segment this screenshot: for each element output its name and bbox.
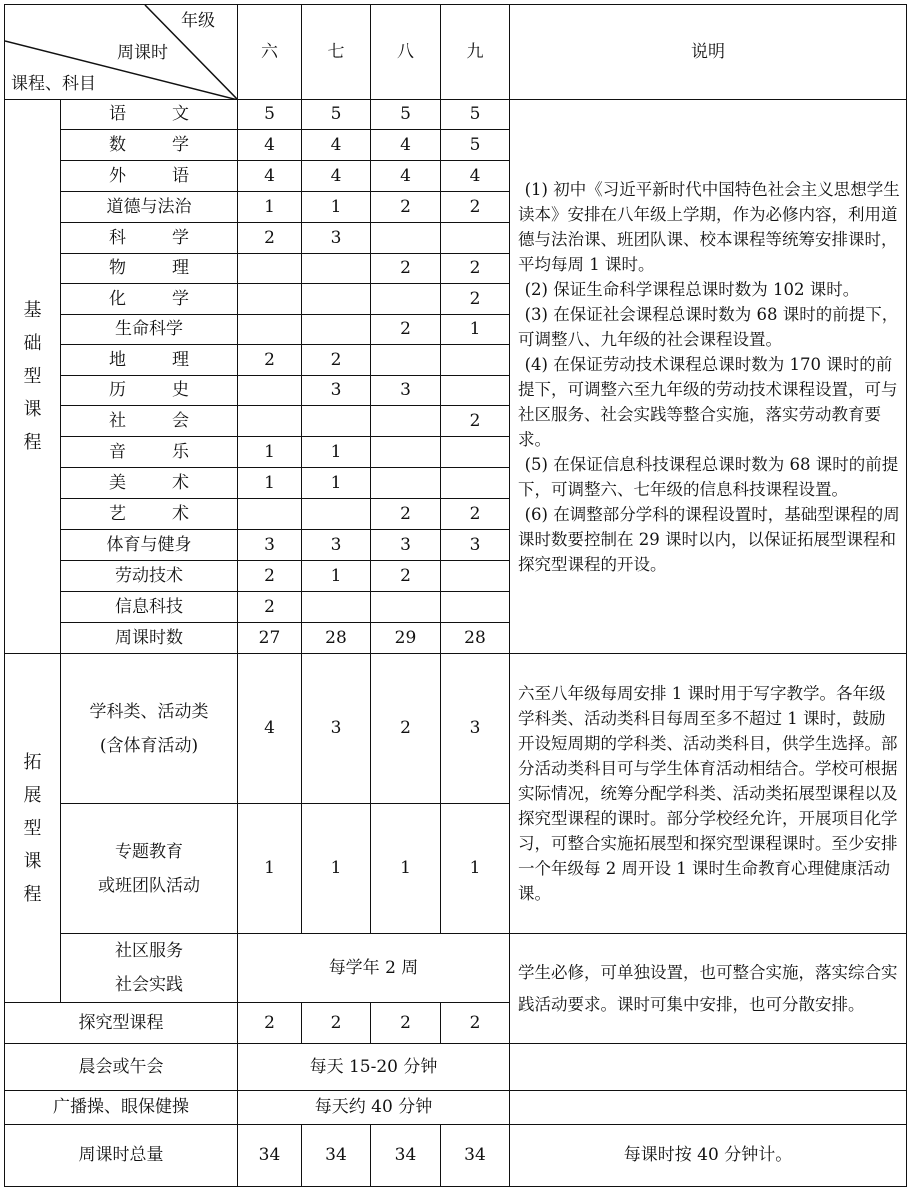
subject-cell (61, 223, 238, 254)
hours-cell (302, 254, 371, 284)
hours-cell: 3 (441, 530, 510, 561)
note-paragraph: (4) 在保证劳动技术课程总课时数为 170 课时的前提下，可调整六至九年级的劳动技术课程设置，可与社区服务、社会实践等整合实施，落实劳动教育要求。 (518, 354, 898, 449)
subject-cell (61, 284, 238, 315)
subject-char: 会 (172, 410, 189, 431)
hours-cell: 2 (371, 561, 441, 592)
hours-cell: 4 (302, 130, 371, 161)
label-char: 程 (23, 432, 42, 453)
subject-cell (61, 592, 238, 623)
subject-cell (61, 623, 238, 654)
hours-cell: 5 (238, 100, 302, 130)
hours-cell: 4 (441, 161, 510, 192)
extended-course-label (5, 654, 61, 1003)
hours-cell: 5 (441, 130, 510, 161)
hours-cell: 1 (302, 437, 371, 468)
hours-cell (371, 284, 441, 315)
curriculum-table (4, 4, 907, 1187)
hours-cell (302, 406, 371, 437)
hours-cell: 1 (302, 804, 371, 934)
hours-cell: 29 (371, 623, 441, 654)
hours-cell (371, 592, 441, 623)
subject-cell (61, 161, 238, 192)
community-notes (510, 934, 907, 1044)
subject-char: 科 (109, 227, 126, 248)
subject-cell (61, 254, 238, 284)
label-char: 型 (23, 366, 42, 387)
total-hours-cell: 34 (302, 1125, 371, 1187)
subject-char: 学 (172, 288, 189, 309)
hours-cell (238, 284, 302, 315)
subject-char: 地 (109, 349, 126, 370)
subject-cell (61, 345, 238, 376)
hours-cell: 2 (302, 1003, 371, 1044)
subject-line: (含体育活动) (99, 735, 199, 756)
subject-char: 术 (172, 503, 189, 524)
extended-subject-cell (61, 804, 238, 934)
hours-cell: 1 (238, 192, 302, 223)
subject-char: 术 (172, 472, 189, 493)
hours-cell: 2 (238, 561, 302, 592)
basic-notes (510, 100, 907, 654)
subject-char: 数 (109, 134, 126, 155)
hours-cell (238, 315, 302, 345)
subject-line: 专题教育 (115, 841, 183, 862)
hours-cell: 5 (441, 100, 510, 130)
hours-cell: 4 (371, 130, 441, 161)
empty-note (510, 1044, 907, 1091)
note-paragraph: (6) 在调整部分学科的课程设置时，基础型课程的周课时数要控制在 29 课时以内，以保证拓展型课程和探究型课程的开设。 (518, 504, 900, 574)
hours-cell: 2 (302, 345, 371, 376)
hours-cell: 27 (238, 623, 302, 654)
subject-char: 美 (109, 472, 126, 493)
hours-cell: 3 (441, 654, 510, 804)
empty-note (510, 1091, 907, 1125)
hours-cell: 3 (238, 530, 302, 561)
hours-cell: 1 (441, 804, 510, 934)
extended-notes (510, 654, 907, 934)
subject-char: 社 (109, 410, 126, 431)
corner-cell (5, 5, 238, 100)
label-char: 基 (23, 300, 42, 321)
label-char: 展 (23, 784, 42, 806)
hours-cell: 1 (371, 804, 441, 934)
hours-cell: 2 (441, 254, 510, 284)
hours-cell: 2 (238, 1003, 302, 1044)
corner-course-label: 课程、科目 (11, 74, 96, 94)
hours-cell (441, 223, 510, 254)
note-paragraph: (3) 在保证社会课程总课时数为 68 课时的前提下，可调整八、九年级的社会课程设置。 (518, 304, 899, 349)
grade-header: 六 (238, 5, 302, 100)
merged-hours-cell: 每学年 2 周 (238, 934, 510, 1003)
hours-cell (441, 437, 510, 468)
subject-name: 劳动技术 (115, 565, 183, 586)
hours-cell (302, 499, 371, 530)
grade-header: 九 (441, 5, 510, 100)
subject-name: 道德与法治 (106, 196, 192, 217)
subject-cell (61, 499, 238, 530)
total-note: 每课时按 40 分钟计。 (510, 1125, 907, 1187)
hours-cell: 5 (302, 100, 371, 130)
hours-cell: 4 (238, 654, 302, 804)
hours-cell: 2 (371, 192, 441, 223)
hours-cell (302, 284, 371, 315)
hours-cell: 2 (238, 592, 302, 623)
note-paragraph: 六至八年级每周安排 1 课时用于写字教学。各年级学科类、活动类科目每周至多不超过 1 课时，鼓励开设短周期的学科类、活动类科目，供学生选择。部分活动类科目可与学生体育活动相结合。学校可根据实际情况，统筹分配学科类、活动类拓展型课程以及探究型课程的课时。部分学校经允许，开展项目化学习，可整合实施拓展型和探究型课程课时。至少安排一个年级每 2 周开设 1 课时生命教育心理健康活动课。 (518, 684, 898, 903)
label-char: 型 (23, 817, 42, 839)
subject-name: 体育与健身 (106, 534, 192, 555)
total-hours-cell: 34 (238, 1125, 302, 1187)
hours-cell (238, 376, 302, 406)
note-paragraph: (1) 初中《习近平新时代中国特色社会主义思想学生读本》安排在八年级上学期，作为必修内容，利用道德与法治课、班团队课、校本课程等统筹安排课时，平均每周 1 课时。 (518, 179, 900, 274)
hours-cell (371, 406, 441, 437)
total-hours-cell: 34 (371, 1125, 441, 1187)
hours-cell (302, 315, 371, 345)
hours-cell: 1 (238, 804, 302, 934)
total-hours-cell: 34 (441, 1125, 510, 1187)
subject-char: 文 (172, 104, 189, 125)
hours-cell (441, 345, 510, 376)
table-row (5, 654, 907, 804)
hours-cell: 3 (302, 223, 371, 254)
corner-hours-label: 周课时 (117, 43, 168, 63)
hours-cell: 3 (371, 376, 441, 406)
subject-cell (61, 437, 238, 468)
hours-cell (238, 254, 302, 284)
table-row (5, 100, 907, 130)
subject-name: 周课时数 (115, 627, 183, 648)
subject-cell (61, 130, 238, 161)
hours-cell: 4 (302, 161, 371, 192)
hours-cell: 28 (441, 623, 510, 654)
hours-cell: 2 (441, 406, 510, 437)
hours-cell: 2 (371, 499, 441, 530)
note-paragraph: 学生必修，可单独设置，也可整合实施，落实综合实践活动要求。课时可集中安排，也可分散安排。 (518, 962, 898, 1014)
subject-char: 化 (109, 288, 126, 309)
hours-cell: 1 (302, 468, 371, 499)
hours-cell: 3 (371, 530, 441, 561)
hours-cell: 2 (371, 254, 441, 284)
subject-cell (61, 561, 238, 592)
hours-cell: 4 (238, 161, 302, 192)
hours-cell (238, 406, 302, 437)
hours-cell: 3 (302, 376, 371, 406)
hours-cell (441, 561, 510, 592)
subject-char: 艺 (109, 503, 126, 524)
grade-header: 八 (371, 5, 441, 100)
corner-grade-label: 年级 (181, 11, 215, 31)
hours-cell: 1 (238, 437, 302, 468)
subject-cell (61, 530, 238, 561)
hours-cell: 2 (441, 284, 510, 315)
subject-char: 学 (172, 134, 189, 155)
hours-cell (441, 468, 510, 499)
hours-cell: 1 (441, 315, 510, 345)
subject-cell (61, 468, 238, 499)
hours-cell: 3 (302, 530, 371, 561)
label-char: 课 (23, 850, 42, 872)
subject-char: 语 (109, 104, 126, 125)
subject-char: 语 (172, 165, 189, 186)
hours-cell: 2 (441, 192, 510, 223)
subject-char: 历 (109, 380, 126, 401)
hours-cell (302, 592, 371, 623)
hours-cell: 2 (441, 1003, 510, 1044)
hours-cell (238, 499, 302, 530)
exercise-label: 广播操、眼保健操 (5, 1091, 238, 1125)
table-row (5, 1044, 907, 1091)
hours-cell (371, 468, 441, 499)
hours-cell: 2 (238, 345, 302, 376)
hours-cell: 2 (371, 654, 441, 804)
header-row (5, 5, 907, 100)
subject-line: 或班团队活动 (98, 875, 200, 896)
subject-name: 信息科技 (115, 596, 183, 617)
merged-hours-cell: 每天约 40 分钟 (238, 1091, 510, 1125)
subject-char: 音 (109, 441, 126, 462)
hours-cell (371, 223, 441, 254)
label-char: 拓 (23, 751, 42, 773)
hours-cell: 1 (238, 468, 302, 499)
extended-subject-cell (61, 934, 238, 1003)
hours-cell: 2 (238, 223, 302, 254)
hours-cell (441, 592, 510, 623)
note-paragraph: (2) 保证生命科学课程总课时数为 102 课时。 (524, 279, 860, 299)
subject-cell (61, 376, 238, 406)
hours-cell: 28 (302, 623, 371, 654)
hours-cell: 1 (302, 561, 371, 592)
note-header: 说明 (510, 5, 907, 100)
hours-cell: 2 (441, 499, 510, 530)
subject-char: 乐 (172, 441, 189, 462)
subject-char: 学 (172, 227, 189, 248)
hours-cell (371, 345, 441, 376)
hours-cell: 2 (371, 315, 441, 345)
label-char: 础 (23, 333, 42, 354)
subject-cell (61, 406, 238, 437)
subject-char: 物 (109, 258, 126, 279)
grade-header: 七 (302, 5, 371, 100)
assembly-label: 晨会或午会 (5, 1044, 238, 1091)
total-label: 周课时总量 (5, 1125, 238, 1187)
hours-cell (371, 437, 441, 468)
subject-char: 外 (109, 165, 126, 186)
hours-cell: 1 (302, 192, 371, 223)
subject-cell (61, 100, 238, 130)
hours-cell: 3 (302, 654, 371, 804)
inquiry-label: 探究型课程 (5, 1003, 238, 1044)
subject-char: 史 (172, 380, 189, 401)
subject-name: 生命科学 (115, 319, 183, 340)
subject-char: 理 (172, 258, 189, 279)
subject-line: 社会实践 (115, 975, 183, 995)
label-char: 课 (23, 399, 42, 420)
merged-hours-cell: 每天 15-20 分钟 (238, 1044, 510, 1091)
hours-cell: 5 (371, 100, 441, 130)
hours-cell: 4 (371, 161, 441, 192)
table-row (5, 934, 907, 1003)
table-row (5, 1125, 907, 1187)
note-paragraph: (5) 在保证信息科技课程总课时数为 68 课时的前提下，可调整六、七年级的信息科技课程设置。 (518, 454, 899, 499)
subject-cell (61, 315, 238, 345)
hours-cell: 4 (238, 130, 302, 161)
subject-line: 社区服务 (115, 941, 183, 961)
hours-cell: 2 (371, 1003, 441, 1044)
label-char: 程 (23, 883, 42, 905)
table-row (5, 1091, 907, 1125)
basic-course-label (5, 100, 61, 654)
subject-line: 学科类、活动类 (89, 701, 209, 722)
subject-char: 理 (172, 349, 189, 370)
extended-subject-cell (61, 654, 238, 804)
subject-cell (61, 192, 238, 223)
hours-cell (441, 376, 510, 406)
